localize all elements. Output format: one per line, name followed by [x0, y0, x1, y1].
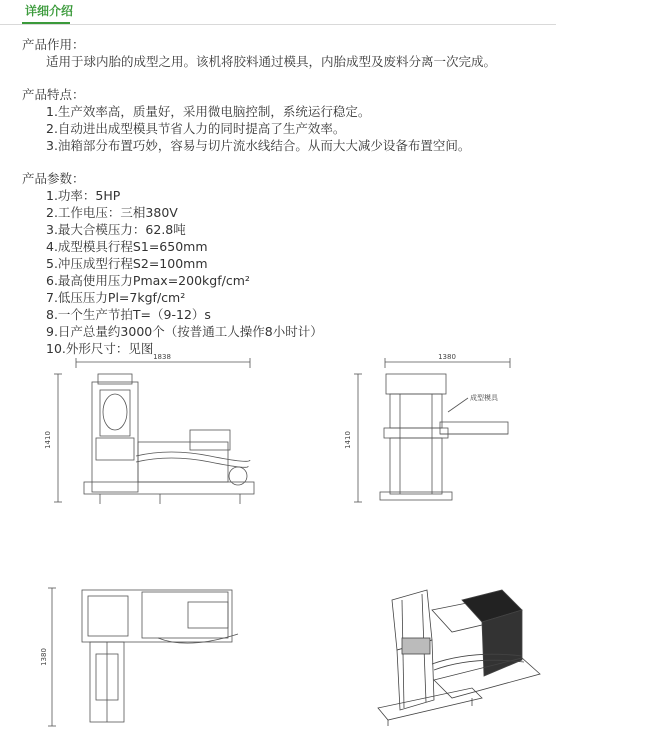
- param-item: 4.成型模具行程S1=650mm: [46, 239, 208, 254]
- param-item: 5.冲压成型行程S2=100mm: [46, 256, 208, 271]
- param-item: 8.一个生产节拍T=（9-12）s: [46, 307, 211, 322]
- param-item: 9.日产总量约3000个（按普通工人操作8小时计）: [46, 324, 323, 339]
- product-description: [22, 36, 496, 357]
- section-title: 详细介绍: [25, 4, 74, 18]
- mold-label: 成型模具: [470, 394, 498, 402]
- front-height-label: 1410: [44, 431, 52, 449]
- param-item: 1.功率：5HP: [46, 188, 121, 203]
- feature-item: 3.油箱部分布置巧妙，容易与切片流水线结合。从而大大减少设备布置空间。: [46, 138, 471, 153]
- param-item: 10.外形尺寸：见图: [46, 341, 154, 356]
- isometric-view-drawing: [372, 580, 552, 730]
- params-title: 产品参数：: [22, 171, 85, 186]
- side-width-label: 1380: [438, 353, 456, 361]
- param-item: 3.最大合模压力：62.8吨: [46, 222, 186, 237]
- top-view-drawing: [38, 582, 268, 732]
- section-header: [0, 0, 556, 25]
- param-item: 7.低压压力Pl=7kgf/cm²: [46, 290, 186, 305]
- title-underline: [22, 22, 70, 24]
- usage-title: 产品作用：: [22, 37, 85, 52]
- side-height-label: 1410: [344, 431, 352, 449]
- usage-text: 适用于球内胎的成型之用。该机将胶料通过模具，内胎成型及废料分离一次完成。: [46, 54, 497, 69]
- features-title: 产品特点：: [22, 87, 85, 102]
- feature-item: 2.自动进出成型模具节省人力的同时提高了生产效率。: [46, 121, 346, 136]
- front-view-drawing: [40, 352, 270, 512]
- param-item: 2.工作电压：三相380V: [46, 205, 178, 220]
- side-view-drawing: [340, 352, 530, 512]
- param-item: 6.最高使用压力Pmax=200kgf/cm²: [46, 273, 250, 288]
- front-width-label: 1838: [153, 353, 171, 361]
- feature-item: 1.生产效率高，质量好，采用微电脑控制，系统运行稳定。: [46, 104, 371, 119]
- top-height-label: 1380: [40, 648, 48, 666]
